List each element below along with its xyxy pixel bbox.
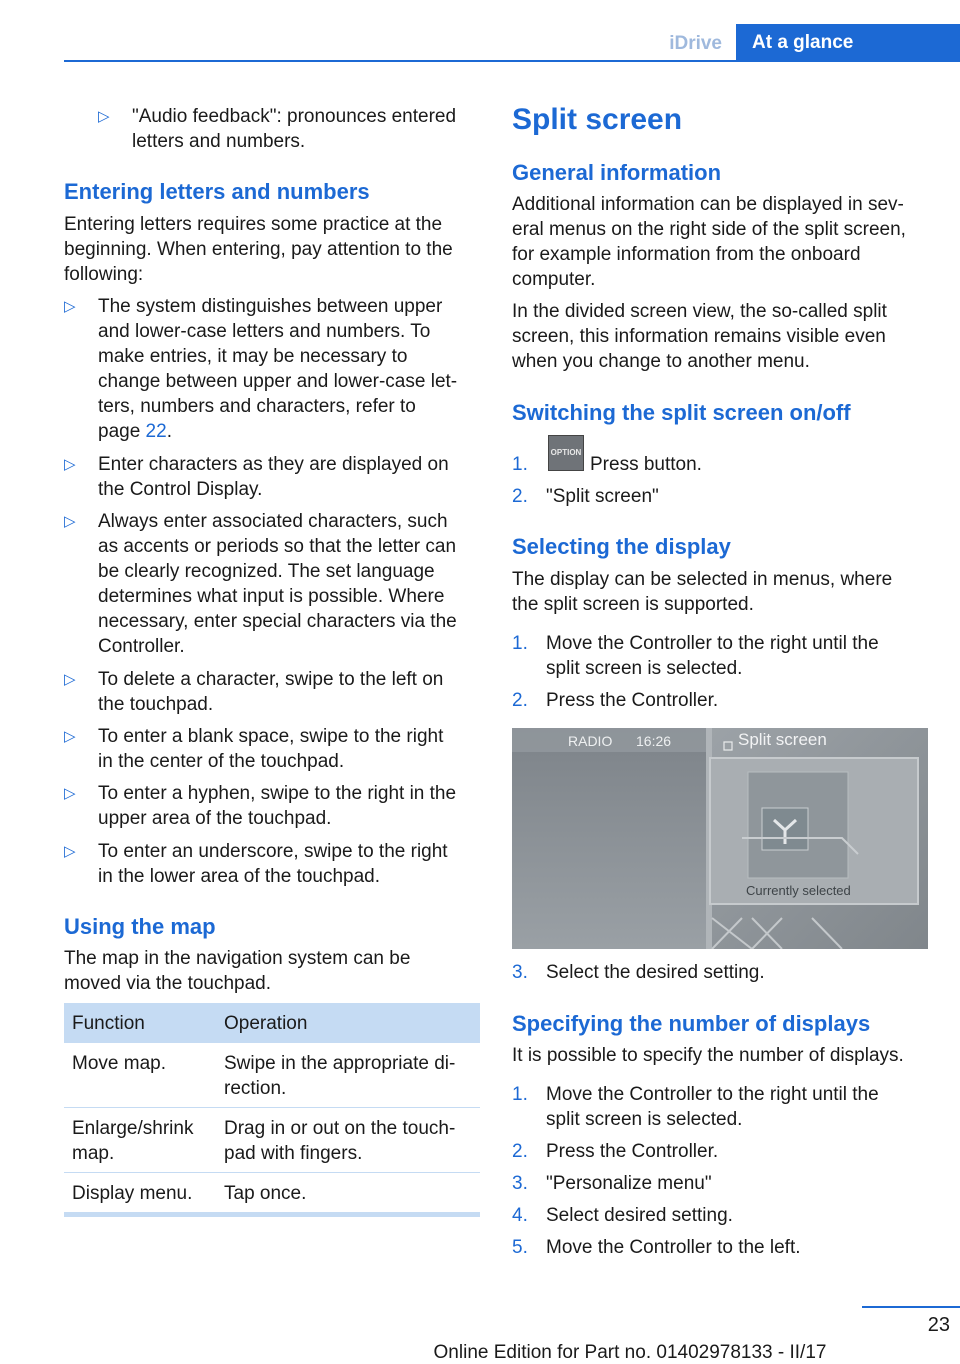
select-step-1-line1: Move the Controller to the right until the <box>546 633 879 654</box>
figure-radio-label: RADIO <box>568 733 613 749</box>
specify-step-5-line1: Move the Controller to the left. <box>546 1237 801 1258</box>
general-p2-line2: screen, this information remains visible even <box>512 326 886 347</box>
bullet-marker: ▷ <box>64 513 76 530</box>
bullet1-line3: make entries, it may be necessary to <box>98 346 408 367</box>
bullet1-line2: and lower-case letters and numbers. To <box>98 321 431 342</box>
bullet5-line2: in the center of the touchpad. <box>98 751 345 772</box>
step-number: 1. <box>512 633 528 654</box>
page-prefix: page <box>98 421 146 442</box>
specify-step-1-line2: split screen is selected. <box>546 1109 743 1130</box>
general-information-heading: General information <box>512 160 722 185</box>
audio-feedback-line2: letters and numbers. <box>132 131 306 152</box>
bullet6-line1: To enter a hyphen, swipe to the right in the <box>98 783 457 804</box>
map-intro-line2: moved via the touchpad. <box>64 973 272 994</box>
step-number: 1. <box>512 454 528 475</box>
row-divider <box>64 1107 480 1108</box>
row2-operation-line1: Drag in or out on the touch‐ <box>224 1118 456 1139</box>
selecting-display-heading: Selecting the display <box>512 534 731 559</box>
header-chapter-tab: At a glance <box>736 24 960 62</box>
general-p1-line3: for example information from the onboard <box>512 244 861 265</box>
bullet2-line2: the Control Display. <box>98 479 263 500</box>
bullet-marker: ▷ <box>98 108 110 125</box>
bullet3-line5: necessary, enter special characters via the <box>98 611 457 632</box>
select-step-2-line1: Press the Controller. <box>546 690 719 711</box>
step-number: 2. <box>512 486 528 507</box>
step-number: 3. <box>512 962 528 983</box>
bullet5-line1: To enter a blank space, swipe to the right <box>98 726 444 747</box>
step-number: 3. <box>512 1173 528 1194</box>
entering-heading: Entering letters and numbers <box>64 179 370 204</box>
table-header-operation: Operation <box>224 1013 308 1034</box>
bullet3-line2: as accents or periods so that the letter can <box>98 536 457 557</box>
row2-operation-line2: pad with fingers. <box>224 1143 363 1164</box>
row2-function-line1: Enlarge/shrink <box>72 1118 194 1139</box>
bullet1-line4: change between upper and lower-case let‐ <box>98 371 458 392</box>
bullet3-line6: Controller. <box>98 636 185 657</box>
select-step-3-line1: Select the desired setting. <box>546 962 765 983</box>
step-number: 2. <box>512 1141 528 1162</box>
bullet-marker: ▷ <box>64 785 76 802</box>
row1-function: Move map. <box>72 1053 166 1074</box>
bullet-marker: ▷ <box>64 671 76 688</box>
table-header-function: Function <box>72 1013 145 1034</box>
table-header-row <box>64 1003 480 1043</box>
select-step-1-line2: split screen is selected. <box>546 658 743 679</box>
switch-split-screen-heading: Switching the split screen on/off <box>512 400 851 425</box>
entering-intro-line3: following: <box>64 264 144 285</box>
specify-intro: It is possible to specify the number of displays. <box>512 1045 904 1066</box>
bullet1-line6 <box>98 419 172 444</box>
select-intro-line2: the split screen is supported. <box>512 594 754 615</box>
switch-step-1-text: Press button. <box>590 454 702 475</box>
row-divider <box>64 1172 480 1173</box>
bullet4-line1: To delete a character, swipe to the left on <box>98 669 444 690</box>
figure-currently-selected-label: Currently selected <box>746 883 851 898</box>
split-screen-illustration <box>512 728 928 949</box>
row2-function-line2: map. <box>72 1143 115 1164</box>
entering-intro-line1: Entering letters requires some practice at the <box>64 214 443 235</box>
bullet-marker: ▷ <box>64 456 76 473</box>
table-bottom-rule <box>64 1212 480 1217</box>
header-section-label: iDrive <box>650 30 736 60</box>
bullet7-line2: in the lower area of the touchpad. <box>98 866 381 887</box>
row1-operation-line2: rection. <box>224 1078 287 1099</box>
bullet3-line1: Always enter associated characters, such <box>98 511 448 532</box>
step-number: 1. <box>512 1084 528 1105</box>
option-button-label: OPTION <box>550 448 582 457</box>
bullet3-line3: be clearly recognized. The set language <box>98 561 435 582</box>
specify-step-4-line1: Select desired setting. <box>546 1205 733 1226</box>
bullet-marker: ▷ <box>64 728 76 745</box>
page-22-link[interactable]: 22 <box>145 421 167 442</box>
page-suffix: . <box>166 421 172 442</box>
page-number: 23 <box>927 1314 950 1336</box>
switch-step-2-text: "Split screen" <box>546 486 659 507</box>
map-heading: Using the map <box>64 914 216 939</box>
bullet7-line1: To enter an underscore, swipe to the right <box>98 841 448 862</box>
bullet1-line1: The system distinguishes between upper <box>98 296 443 317</box>
general-p2-line1: In the divided screen view, the so-called split <box>512 301 887 322</box>
specify-step-2-line1: Press the Controller. <box>546 1141 719 1162</box>
bullet-marker: ▷ <box>64 843 76 860</box>
footer-rule <box>862 1306 960 1308</box>
specify-step-3-line1: "Personalize menu" <box>546 1173 712 1194</box>
map-intro-line1: The map in the navigation system can be <box>64 948 411 969</box>
figure-time-label: 16:26 <box>636 733 672 749</box>
entering-intro-line2: beginning. When entering, pay attention to the <box>64 239 453 260</box>
general-p1-line4: computer. <box>512 269 596 290</box>
bullet6-line2: upper area of the touchpad. <box>98 808 332 829</box>
row1-operation-line1: Swipe in the appropriate di‐ <box>224 1053 456 1074</box>
step-number: 5. <box>512 1237 528 1258</box>
figure-split-screen-label: Split screen <box>738 730 827 749</box>
split-screen-title: Split screen <box>512 103 683 136</box>
audio-feedback-line1: "Audio feedback": pronounces entered <box>132 106 457 127</box>
select-intro-line1: The display can be selected in menus, where <box>512 569 893 590</box>
general-p1-line1: Additional information can be displayed in sev‐ <box>512 194 904 215</box>
general-p1-line2: eral menus on the right side of the split screen, <box>512 219 906 240</box>
specify-step-1-line1: Move the Controller to the right until the <box>546 1084 879 1105</box>
bullet3-line4: determines what input is possible. Where <box>98 586 445 607</box>
split-screen-figure <box>512 728 928 949</box>
bullet1-line5: ters, numbers and characters, refer to <box>98 396 416 417</box>
edition-footer: Online Edition for Part no. 01402978133 - II/17 <box>433 1342 827 1363</box>
bullet-marker: ▷ <box>64 298 76 315</box>
specify-displays-heading: Specifying the number of displays <box>512 1011 871 1036</box>
step-number: 4. <box>512 1205 528 1226</box>
bullet4-line2: the touchpad. <box>98 694 214 715</box>
general-p2-line3: when you change to another menu. <box>512 351 810 372</box>
row3-operation: Tap once. <box>224 1183 307 1204</box>
row3-function: Display menu. <box>72 1183 193 1204</box>
step-number: 2. <box>512 690 528 711</box>
option-button-icon <box>548 435 584 471</box>
bullet2-line1: Enter characters as they are displayed on <box>98 454 449 475</box>
